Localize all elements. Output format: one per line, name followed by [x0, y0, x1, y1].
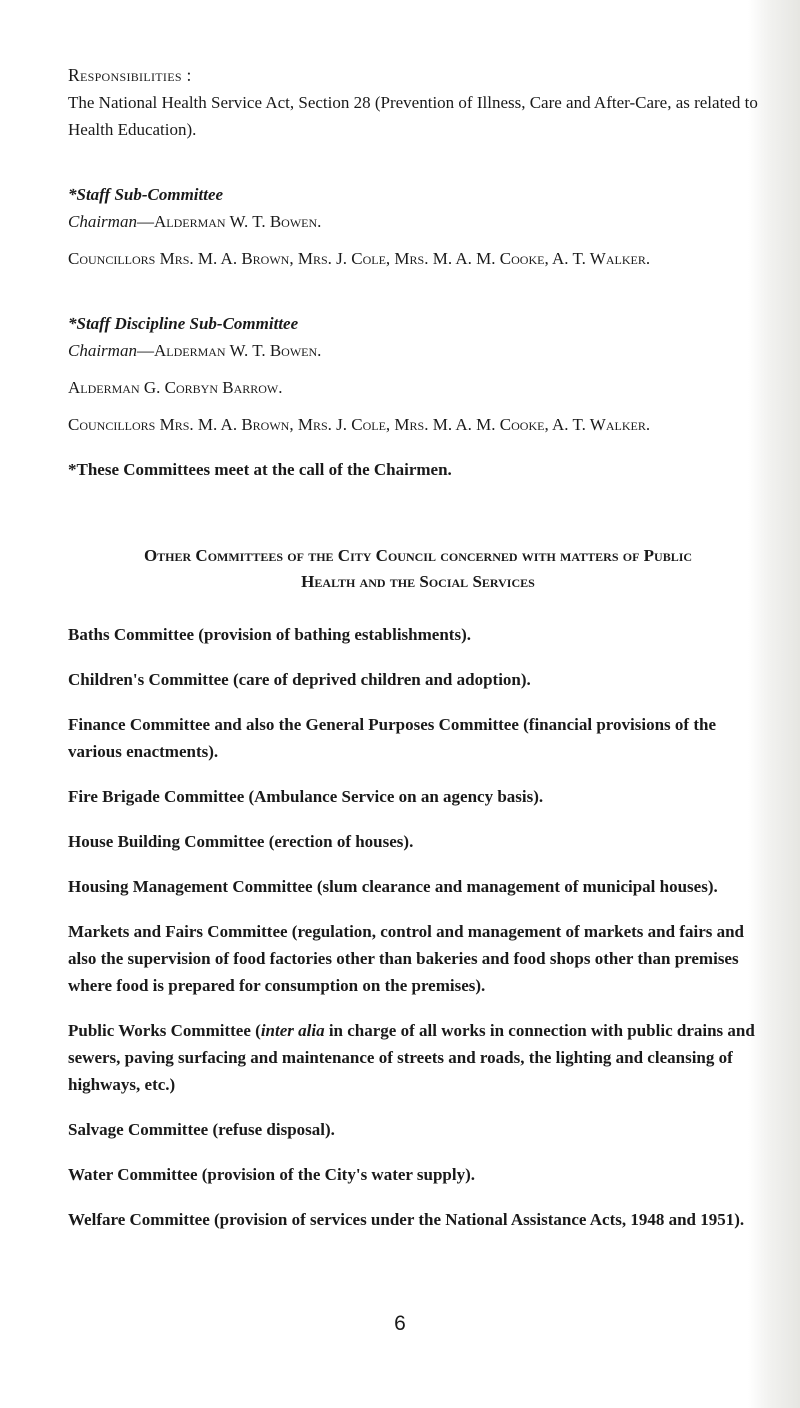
list-item: Housing Management Committee (slum clearance and management of municipal houses). — [68, 877, 718, 896]
page-number: 6 — [394, 1312, 406, 1335]
list-item: Markets and Fairs Committee (regulation, control and management of markets and fairs and also the supervision of food factories other than bakeries and food shops other than premises where food is prepared for consumption on the premises). — [68, 922, 745, 995]
other-heading-line2: Health and the Social Services — [301, 572, 535, 591]
responsibilities-section — [68, 62, 768, 143]
list-item: Fire Brigade Committee (Ambulance Service on an agency basis). — [68, 787, 544, 806]
staff-discipline-sub-committee — [68, 310, 768, 483]
other-committees-heading — [68, 543, 768, 595]
chair-name: —Alderman W. T. Bowen. — [136, 341, 322, 360]
chair-name: —Alderman W. T. Bowen. — [136, 212, 322, 231]
item-italic: inter alia — [260, 1021, 325, 1040]
list-item — [68, 1017, 768, 1098]
list-item: Water Committee (provision of the City's water supply). — [68, 1165, 476, 1184]
staff-sub-committee-members: Councillors Mrs. M. A. Brown, Mrs. J. Cole, Mrs. M. A. M. Cooke, A. T. Walker. — [68, 249, 651, 268]
committees-note: *These Committees meet at the call of the Chairmen. — [68, 460, 452, 479]
staff-discipline-title: *Staff Discipline Sub-Committee — [68, 314, 299, 333]
staff-discipline-members: Councillors Mrs. M. A. Brown, Mrs. J. Cole, Mrs. M. A. M. Cooke, A. T. Walker. — [68, 415, 651, 434]
chair-label: Chairman — [68, 212, 137, 231]
list-item: Salvage Committee (refuse disposal). — [68, 1120, 335, 1139]
list-item: Baths Committee (provision of bathing establishments). — [68, 625, 471, 644]
committee-list — [68, 621, 768, 1233]
document-page — [68, 62, 768, 1251]
staff-sub-committee-chair — [68, 208, 768, 235]
responsibilities-heading: Responsibilities : — [68, 65, 192, 85]
staff-discipline-alderman: Alderman G. Corbyn Barrow. — [68, 378, 283, 397]
list-item: House Building Committee (erection of houses). — [68, 832, 414, 851]
item-pre: Public Works Committee ( — [68, 1021, 261, 1040]
item-post: in charge of all works in connection with public drains and sewers, paving surfacing and maintenance of streets and roads, the lighting and cleansing of highways, etc.) — [68, 1021, 755, 1094]
chair-label: Chairman — [68, 341, 137, 360]
responsibilities-text: The National Health Service Act, Section 28 (Prevention of Illness, Care and After-Care, as related to Health Education). — [68, 93, 758, 139]
staff-discipline-chair — [68, 337, 768, 364]
staff-sub-committee — [68, 181, 768, 272]
staff-sub-committee-title: *Staff Sub-Committee — [68, 185, 224, 204]
list-item: Children's Committee (care of deprived children and adoption). — [68, 670, 531, 689]
list-item: Welfare Committee (provision of services under the National Assistance Acts, 1948 and 1951). — [68, 1210, 745, 1229]
other-heading-line1: Other Committees of the City Council concerned with matters of Public — [143, 546, 693, 565]
list-item: Finance Committee and also the General Purposes Committee (financial provisions of the various enactments). — [68, 715, 716, 761]
